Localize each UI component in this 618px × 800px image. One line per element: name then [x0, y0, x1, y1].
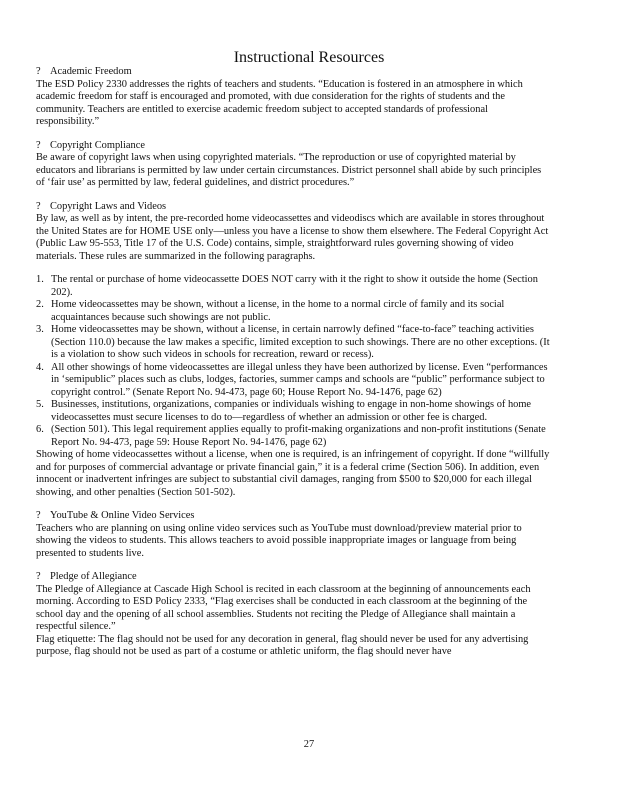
section-heading-text: YouTube & Online Video Services	[50, 510, 195, 521]
page-title: Instructional Resources	[233, 49, 385, 66]
section-heading	[36, 510, 552, 523]
list-item	[36, 362, 552, 400]
section-heading	[36, 66, 552, 79]
section-heading-text: Academic Freedom	[50, 66, 132, 77]
list-item	[36, 324, 552, 362]
list-item-text: The rental or purchase of home videocassette DOES NOT carry with it the right to show it outside the home (Section 202).	[51, 274, 538, 298]
paragraph: The Pledge of Allegiance at Cascade High School is recited in each classroom at the beginning of announcements each morning. According to ESD Policy 2333, “Flag exercises shall be conducted in each classroom at the beginning of the school day and the opening of all school assemblies. Students not reciting the Pledge of Allegiance shall maintain a respectful silence.”	[36, 583, 531, 632]
list-item-text: All other showings of home videocassettes are illegal unless they have been authorized by license. Even “performances in ‘semipublic” places such as clubs, lodges, factories, summer camps and schools are “public” performance subject to copyright control.” (Senate Report No. 94-473, page 60; House Report No. 94-1476, page 62)	[51, 361, 548, 398]
list-item-text: Home videocassettes may be shown, without a license, in the home to a normal circle of family and its social acquaintances because such showings are not public.	[51, 299, 505, 323]
section-academic-freedom	[36, 66, 552, 129]
paragraph: Flag etiquette: The flag should not be used for any decoration in general, flag should never be used for any advertising purpose, flag should not be used as part of a costume or athletic uniform, the flag should never have	[36, 633, 529, 657]
list-item	[36, 399, 552, 424]
section-heading	[36, 201, 552, 214]
bullet-glyph: ?	[36, 139, 41, 151]
bullet-glyph: ?	[36, 200, 41, 212]
list-number: 1.	[36, 274, 44, 285]
paragraph: By law, as well as by intent, the pre-recorded home videocassettes and videodiscs which are available in stores throughout the United States are for HOME USE only—unless you have a license to show them elsewhere. The Federal Copyright Act (Public Law 95-553, Title 17 of the U.S. Code) contains, simple, straightforward rules governing showing of video materials. These rules are summarized in the following paragraphs.	[36, 213, 549, 262]
paragraph: The ESD Policy 2330 addresses the rights of teachers and students. “Education is fostered in an atmosphere in which academic freedom for staff is encouraged and promoted, with due consideration for the rights of students and the community. Teachers are entitled to exercise academic freedom subject to accepted standards of professional responsibility.”	[36, 78, 523, 127]
section-heading	[36, 571, 552, 584]
page-number: 27	[303, 739, 315, 750]
bullet-glyph: ?	[36, 66, 41, 77]
list-item-text: (Section 501). This legal requirement applies equally to profit-making organizations and non-profit institutions (Senate Report No. 94-473, page 59: House Report No. 94-1476, page 62)	[51, 424, 546, 448]
section-heading-text: Copyright Laws and Videos	[50, 200, 167, 212]
bullet-glyph: ?	[36, 510, 41, 521]
section-copyright-laws-videos	[36, 201, 552, 500]
section-heading-text: Copyright Compliance	[50, 139, 145, 151]
list-item	[36, 274, 552, 299]
list-item	[36, 299, 552, 324]
list-item-text: Businesses, institutions, organizations, companies or individuals wishing to engage in non-home showings of home videocassettes must secure licenses to do to—regardless of whether an admission or other fee is charged.	[51, 399, 532, 423]
paragraph: Be aware of copyright laws when using copyrighted materials. “The reproduction or use of copyrighted material by educators and librarians is permitted by law under certain circumstances. District personnel shall abide by such principles of ‘fair use’ as permitted by law, federal guidelines, and district procedures.”	[36, 152, 542, 188]
list-number: 3.	[36, 324, 44, 335]
list-item-text: Home videocassettes may be shown, without a license, in certain narrowly defined “face-to-face” teaching activities (Section 110.0) because the law makes a specific, limited exception to such showings. There are no other exceptions. (It is a violation to show such videos in schools for recreation, reward or recess).	[51, 324, 550, 360]
section-heading-text: Pledge of Allegiance	[50, 571, 137, 582]
section-youtube-online-video	[36, 510, 552, 560]
list-number: 4.	[36, 361, 44, 373]
list-number: 6.	[36, 424, 44, 435]
list-number: 2.	[36, 299, 44, 310]
section-pledge-of-allegiance	[36, 571, 552, 659]
section-heading	[36, 140, 552, 153]
numbered-list	[36, 274, 552, 449]
document-body	[36, 66, 552, 659]
section-copyright-compliance	[36, 140, 552, 190]
list-item	[36, 424, 552, 449]
list-number: 5.	[36, 399, 44, 410]
paragraph: Teachers who are planning on using online video services such as YouTube must download/preview material prior to showing the videos to students. This allows teachers to avoid possible inappropriate images or language from being presented to students live.	[36, 522, 522, 559]
bullet-glyph: ?	[36, 571, 41, 582]
paragraph: Showing of home videocassettes without a license, when one is required, is an infringement of copyright. If done “willfully and for purposes of commercial advantage or private financial gain,” it is a federal crime (Section 506). In addition, even innocent or inadvertent infringes are subject to substantial civil damages, ranging from $500 to $20,000 for each illegal showing, and other penalties (Section 501-502).	[36, 449, 550, 498]
